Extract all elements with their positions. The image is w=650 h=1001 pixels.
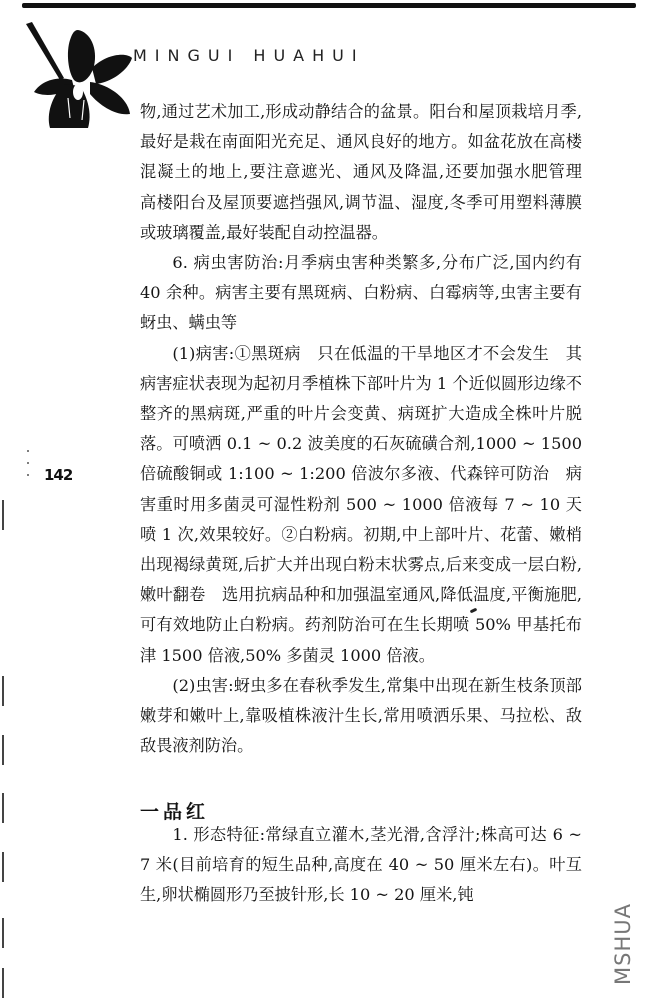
- scan-edge-mark: [2, 793, 4, 823]
- margin-dots: [27, 450, 30, 490]
- paragraph-pest-control: 6. 病虫害防治:月季病虫害种类繁多,分布广泛,国内约有 40 余种。病害主要有黑斑病、白粉病、白霉病等,虫害主要有蚜虫、螨虫等: [140, 253, 582, 333]
- header-rule: [22, 3, 636, 8]
- section-title: 一品红: [140, 801, 210, 823]
- paragraph-insect-pests: (2)虫害:蚜虫多在春秋季发生,常集中出现在新生枝条顶部嫩芽和嫩叶上,靠吸植株液汁生长,常用喷洒乐果、马拉松、敌敌畏液剂防治。: [140, 675, 582, 756]
- scan-edge-mark: [2, 918, 4, 948]
- page-number: 142: [44, 466, 73, 484]
- scan-edge-mark: [2, 852, 4, 882]
- scan-edge-mark: [2, 968, 4, 998]
- paragraph-morphology: 1. 形态特征:常绿直立灌木,茎光滑,含浮汁;株高可达 6 ~ 7 米(目前培育的短生品种,高度在 40 ~ 50 厘米左右)。叶互生,卵状椭圆形乃至披针形,长 10 ~ 20 厘米,钝: [140, 825, 582, 905]
- scan-edge-mark: [2, 735, 4, 765]
- paragraph-diseases: (1)病害:①黑斑病 只在低温的干旱地区才不会发生 其病害症状表现为起初月季植株下部叶片为 1 个近似圆形边缘不整齐的黑病斑,严重的叶片会变黄、病斑扩大造成全株叶片脱落。可喷洒 0.1 ~ 0.2 波美度的石灰硫磺合剂,1000 ~ 1500 倍硫酸铜或 1:100 ~ 1:200 倍波尔多液、代森锌可防治 病害重时用多菌灵可湿性粉剂 500 ~ 1000 倍液每 7 ~ 10 天喷 1 次,效果较好。②白粉病。初期,中上部叶片、花蕾、嫩梢出现褐绿黄斑,后扩大并出现白粉末状雾点,后来变成一层白粉,嫩叶翻卷 选用抗病品种和加强温室通风,降低温度,平衡施肥,可有效地防止白粉病。药剂防治可在生长期喷 50% 甲基托布津 1500 倍液,50% 多菌灵 1000 倍液。: [140, 343, 582, 665]
- watermark: MSHUA: [611, 903, 635, 985]
- paragraph-balcony-cultivation: 物,通过艺术加工,形成动静结合的盆景。阳台和屋顶栽培月季,最好是栽在南面阳光充足、通风良好的地方。如盆花放在高楼混凝土的地上,要注意遮光、通风及降温,还要加强水肥管理 高楼阳台及屋顶要遮挡强风,调节温、湿度,冬季可用塑料薄膜或玻璃覆盖,最好装配自动控温器。: [140, 102, 599, 242]
- scan-edge-mark: [2, 676, 4, 706]
- body-text-block: [140, 97, 599, 761]
- section-body: [140, 820, 582, 911]
- orchid-flower-icon: [18, 18, 138, 128]
- scan-edge-mark: [2, 500, 4, 530]
- running-header-title: MINGUI HUAHUI: [133, 46, 365, 65]
